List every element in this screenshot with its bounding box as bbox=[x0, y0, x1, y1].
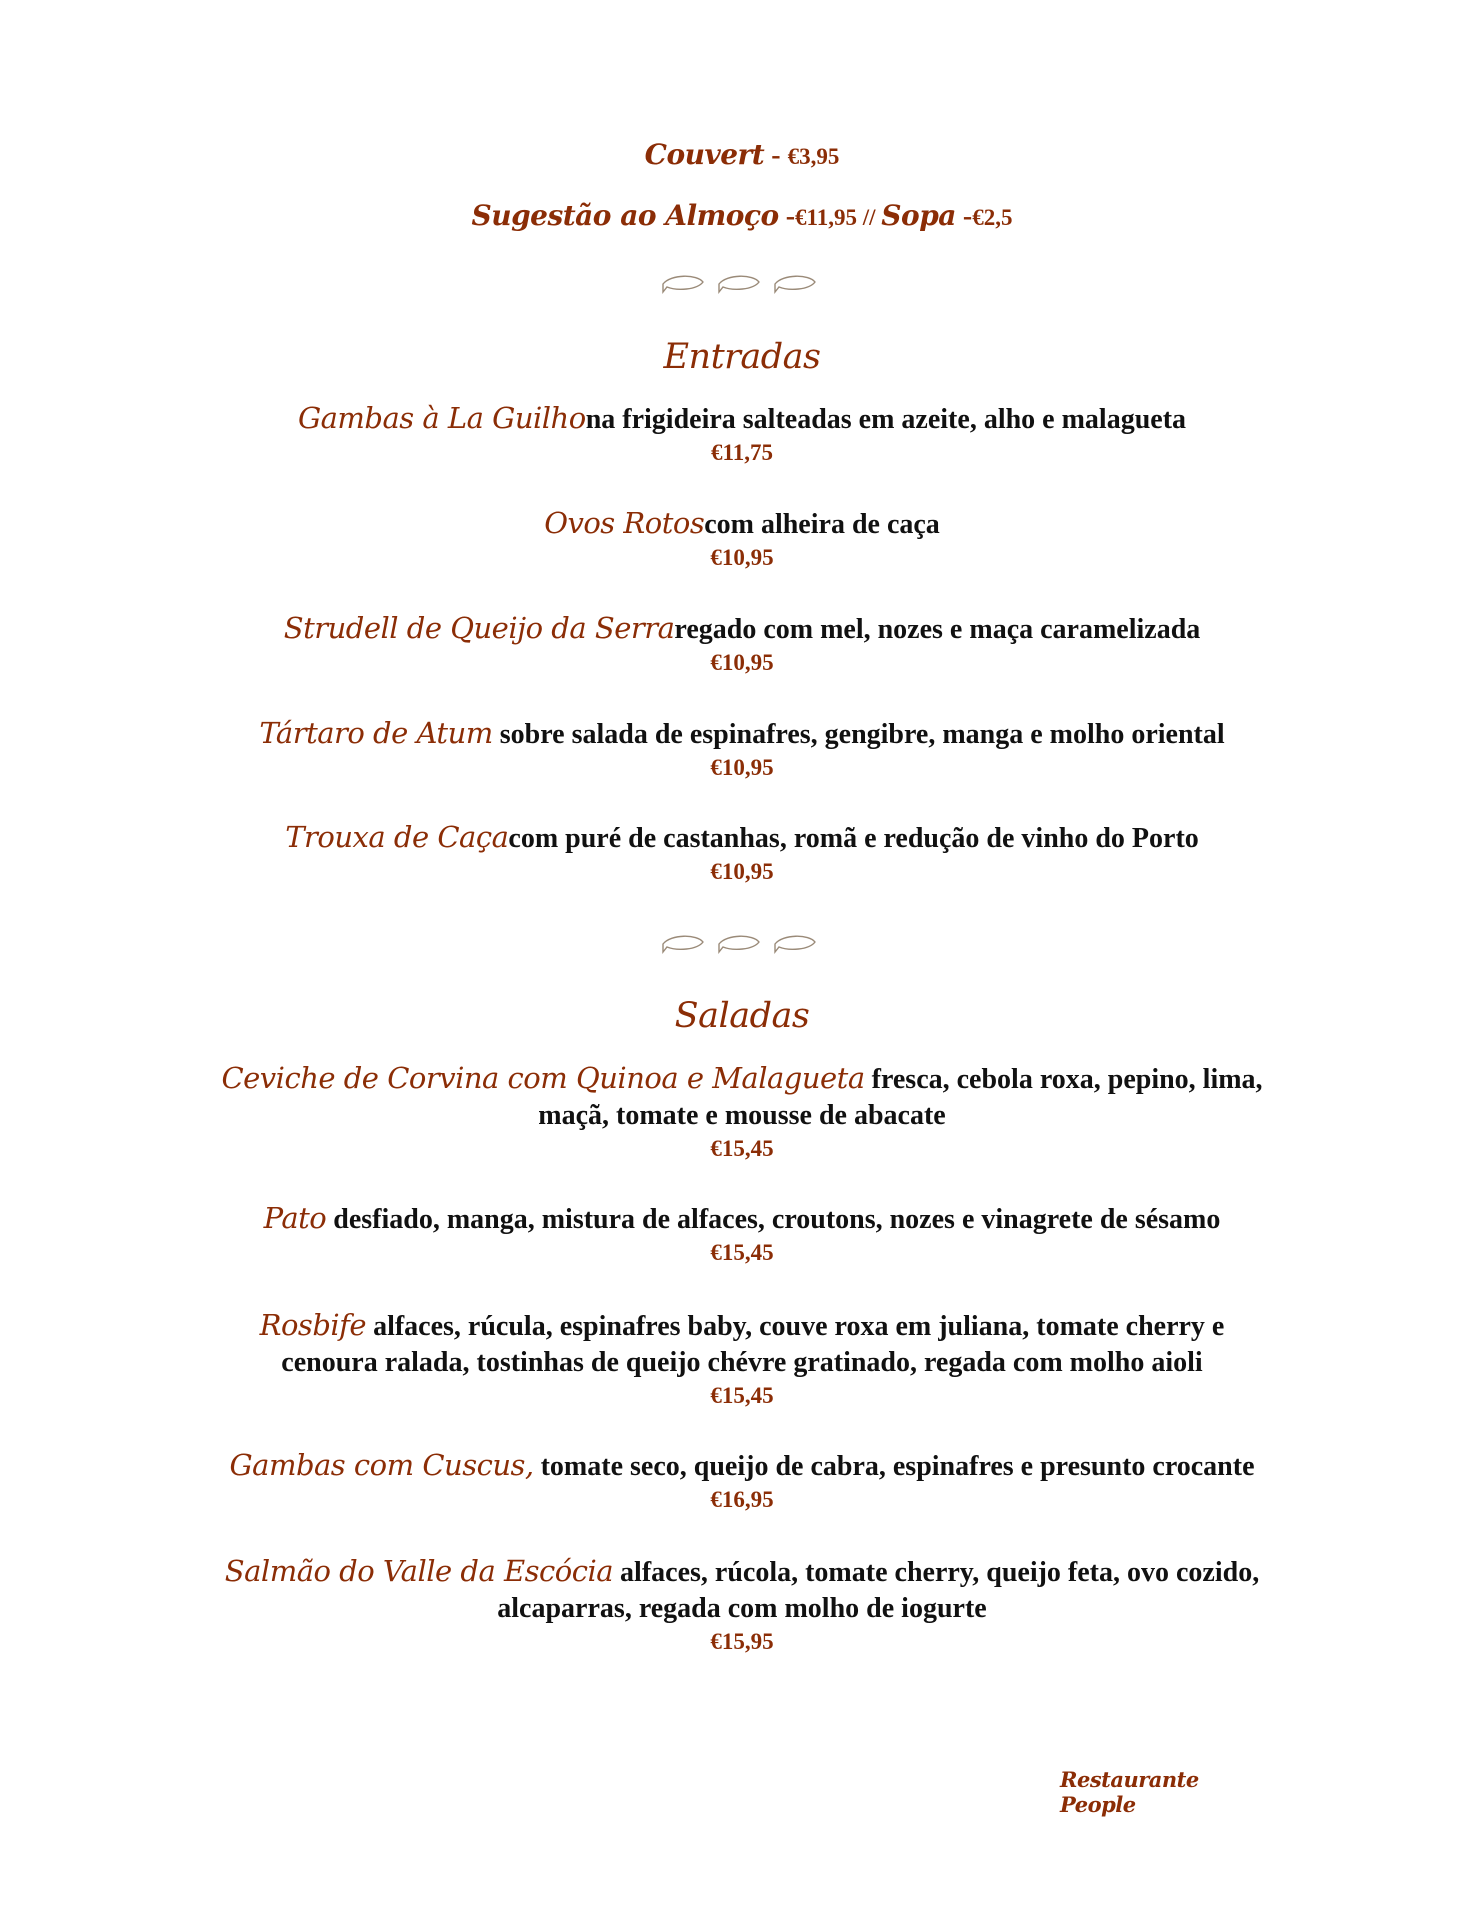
list-item bbox=[210, 1060, 1274, 1164]
dish-price: €15,45 bbox=[710, 1383, 774, 1408]
dish-name: Trouxa de Caça bbox=[285, 820, 509, 854]
list-item bbox=[190, 1200, 1294, 1268]
dish-name: Strudell de Queijo da Serra bbox=[283, 611, 675, 645]
list-item bbox=[190, 1447, 1294, 1515]
list-item bbox=[210, 1553, 1274, 1657]
dish-price: €11,75 bbox=[711, 440, 773, 465]
couvert-line bbox=[0, 138, 1484, 172]
restaurant-signature: Restaurante People bbox=[1060, 1767, 1199, 1817]
dish-name: Ceviche de Corvina com Quinoa e Malagueta bbox=[221, 1061, 865, 1095]
dish-name: Pato bbox=[263, 1201, 327, 1235]
couvert-separator: - bbox=[764, 140, 788, 171]
dish-price: €16,95 bbox=[710, 1487, 774, 1512]
list-item bbox=[220, 1307, 1264, 1411]
dish-description: sobre salada de espinafres, gengibre, manga e molho oriental bbox=[492, 719, 1225, 750]
ornament-divider-middle bbox=[0, 932, 1484, 961]
lunch-suggestion-price: €11,95 // bbox=[795, 205, 882, 230]
dish-name: Salmão do Valle da Escócia bbox=[224, 1554, 614, 1588]
dish-description: na frigideira salteadas em azeite, alho e malagueta bbox=[585, 404, 1187, 435]
list-item bbox=[190, 715, 1294, 783]
dish-price: €10,95 bbox=[710, 650, 774, 675]
dish-price: €10,95 bbox=[710, 545, 774, 570]
lunch-suggestion-label: Sugestão ao Almoço bbox=[471, 199, 779, 232]
dish-price: €10,95 bbox=[710, 859, 774, 884]
dish-name: Gambas com Cuscus, bbox=[229, 1448, 534, 1482]
leaf-ornament-icon bbox=[657, 932, 827, 956]
soup-separator: - bbox=[955, 201, 973, 232]
dish-price: €10,95 bbox=[710, 755, 774, 780]
list-item bbox=[190, 819, 1294, 887]
dish-description: com alheira de caça bbox=[704, 509, 940, 540]
dish-description: com puré de castanhas, romã e redução de vinho do Porto bbox=[508, 823, 1199, 854]
dish-description: fresca, cebola roxa, pepino, lima, maçã, tomate e mousse de abacate bbox=[538, 1064, 1263, 1131]
saladas-title: Saladas bbox=[674, 996, 810, 1036]
soup-label: Sopa bbox=[881, 199, 956, 232]
dish-name: Tártaro de Atum bbox=[259, 716, 493, 750]
couvert-price: €3,95 bbox=[787, 144, 840, 169]
dish-name: Gambas à La Guilho bbox=[297, 401, 586, 435]
soup-price: €2,5 bbox=[972, 205, 1013, 230]
ornament-divider-top bbox=[0, 272, 1484, 301]
dish-description: alfaces, rúcola, tomate cherry, queijo feta, ovo cozido, alcaparras, regada com molho de iogurte bbox=[497, 1557, 1260, 1624]
dish-price: €15,95 bbox=[710, 1629, 774, 1654]
dish-description: regado com mel, nozes e maça caramelizada bbox=[674, 614, 1201, 645]
dish-price: €15,45 bbox=[710, 1240, 774, 1265]
dish-name: Rosbife bbox=[259, 1308, 367, 1342]
dish-price: €15,45 bbox=[710, 1136, 774, 1161]
dish-description: tomate seco, queijo de cabra, espinafres e presunto crocante bbox=[533, 1451, 1255, 1482]
dish-description: alfaces, rúcula, espinafres baby, couve roxa em juliana, tomate cherry e cenoura ralada, tostinhas de queijo chévre gratinado, regada com molho aioli bbox=[281, 1311, 1225, 1378]
list-item bbox=[190, 610, 1294, 678]
entradas-title: Entradas bbox=[663, 337, 821, 377]
leaf-ornament-icon bbox=[657, 272, 827, 296]
lunch-suggestion-separator: - bbox=[778, 201, 796, 232]
dish-description: desfiado, manga, mistura de alfaces, croutons, nozes e vinagrete de sésamo bbox=[326, 1204, 1221, 1235]
lunch-suggestion-line bbox=[0, 199, 1484, 233]
list-item bbox=[190, 400, 1294, 468]
couvert-label: Couvert bbox=[644, 138, 765, 171]
list-item bbox=[190, 505, 1294, 573]
dish-name: Ovos Rotos bbox=[544, 506, 705, 540]
